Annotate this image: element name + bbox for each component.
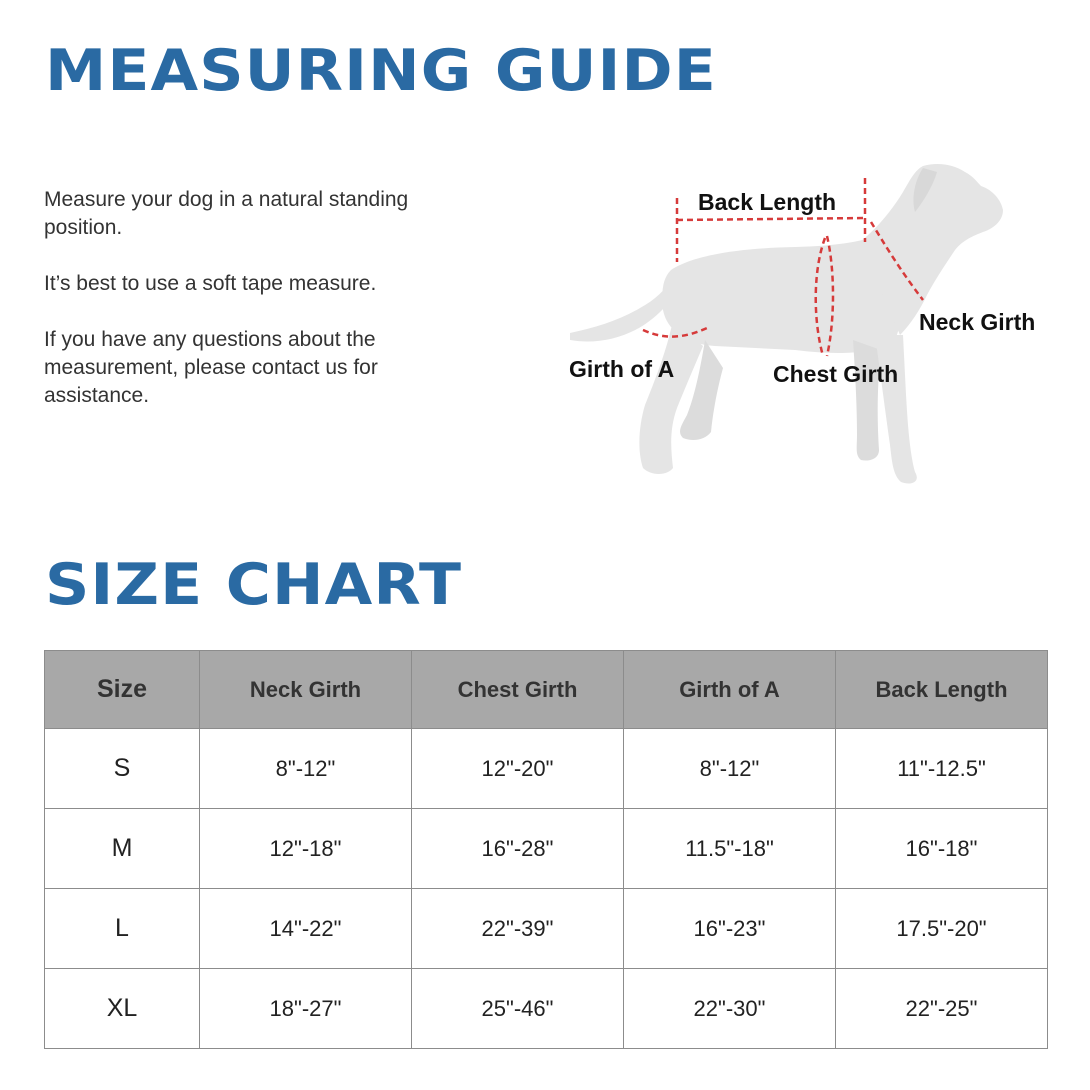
table-cell: 22"-30" (624, 969, 836, 1049)
table-row (45, 729, 1048, 809)
back-length-label: Back Length (698, 189, 837, 215)
table-cell: 22"-25" (836, 969, 1048, 1049)
size-cell: XL (45, 969, 200, 1049)
table-row (45, 969, 1048, 1049)
size-cell: M (45, 809, 200, 889)
column-header: Chest Girth (412, 651, 624, 729)
girth-of-a-label: Girth of A (569, 356, 675, 382)
column-header: Neck Girth (200, 651, 412, 729)
instruction-text: It’s best to use a soft tape measure. (44, 272, 377, 295)
table-cell: 22"-39" (412, 889, 624, 969)
size-cell: S (45, 729, 200, 809)
table-cell: 8"-12" (200, 729, 412, 809)
instruction-text: Measure your dog in a natural standing position. (44, 188, 409, 239)
table-cell: 16"-28" (412, 809, 624, 889)
table-cell: 18"-27" (200, 969, 412, 1049)
column-header: Size (45, 651, 200, 729)
table-cell: 17.5"-20" (836, 889, 1048, 969)
table-header-row (45, 651, 1048, 729)
table-cell: 8"-12" (624, 729, 836, 809)
table-row (45, 889, 1048, 969)
back-length-line (677, 218, 865, 220)
table-cell: 12"-20" (412, 729, 624, 809)
column-header: Back Length (836, 651, 1048, 729)
neck-girth-label: Neck Girth (919, 309, 1036, 335)
column-header: Girth of A (624, 651, 836, 729)
size-cell: L (45, 889, 200, 969)
table-row (45, 809, 1048, 889)
chest-girth-label: Chest Girth (773, 361, 899, 387)
table-cell: 25"-46" (412, 969, 624, 1049)
table-cell: 14"-22" (200, 889, 412, 969)
table-cell: 11.5"-18" (624, 809, 836, 889)
measuring-instructions (44, 186, 474, 438)
table-cell: 16"-23" (624, 889, 836, 969)
size-chart-table (44, 650, 1048, 1049)
size-chart-title: SIZE CHART (45, 552, 463, 618)
table-cell: 16"-18" (836, 809, 1048, 889)
instruction-text: If you have any questions about the measurement, please contact us for assistance. (44, 328, 378, 407)
table-cell: 11"-12.5" (836, 729, 1048, 809)
table-cell: 12"-18" (200, 809, 412, 889)
guide-title: MEASURING GUIDE (45, 38, 717, 104)
